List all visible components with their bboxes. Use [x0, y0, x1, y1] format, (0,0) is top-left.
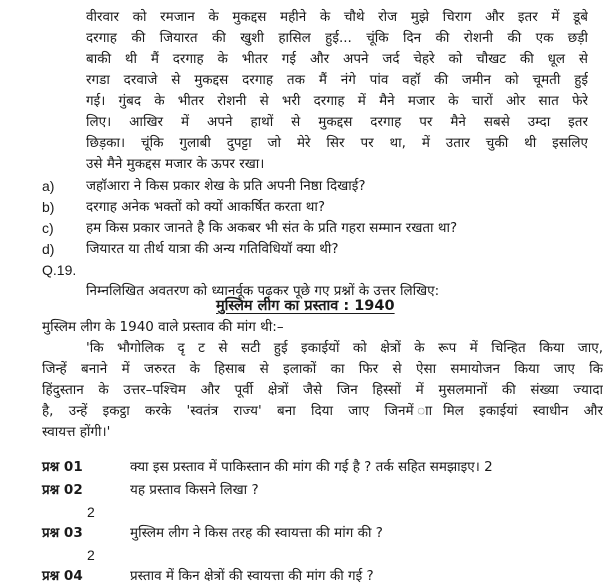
question-label: d): [42, 241, 55, 257]
question-label: प्रश्न 03: [42, 525, 83, 541]
question-label: a): [42, 178, 55, 194]
question-text: हम किस प्रकार जानते है कि अकबर भी संत के प्रति गहरा सम्मान रखता था?: [86, 220, 458, 236]
intro-text: मुस्लिम लीग के 1940 वाले प्रस्ताव की मांग थी:–: [42, 319, 284, 335]
quote-line: है, उन्हें इकट्ठा करके 'स्वतंत्र राज्य' बना दिया जाए जिनमें ाामिल इकाईयां स्वाधीन और: [42, 403, 603, 419]
passage-line: गई। गुंबद के भीतर रोशनी से भरी दरगाह में मैने मजार के चारों ओर सात फेरे: [86, 93, 588, 109]
marks: 2: [87, 547, 95, 563]
question-label: b): [42, 199, 55, 215]
question-label: प्रश्न 04: [42, 568, 83, 584]
instruction-text: निम्नलिखित अवतरण को ध्यानर्वूक पढ़कर पूछे गए प्रश्नों के उत्तर लिखिए:: [86, 283, 440, 299]
question-text: जहॉआरा ने किस प्रकार शेख के प्रति अपनी निष्ठा दिखाई?: [86, 178, 366, 194]
question-text: जियारत या तीर्थ यात्रा की अन्य गतिविधियॉ क्या थी?: [86, 241, 339, 257]
quote-line: हिंदुस्तान के उत्तर–पश्चिम और पूर्वी क्षेत्रों जैसे जिन हिस्सों में मुसलमानों की संख्या ज्यादा: [42, 382, 603, 398]
question-text: दरगाह अनेक भक्तों को क्यों आकर्षित करता था?: [86, 199, 326, 215]
question-label: c): [42, 220, 54, 236]
quote-line: 'कि भौगोलिक दृ ट से सटी हुई इकाईयों को क्षेत्रों के रूप में चिन्हित किया जाए,: [86, 340, 603, 356]
passage-line: छिड़का। चूंकि गुलाबी दुपट्टा जो मेरे सिर पर था, में उतार चुकी थी इसलिए: [86, 135, 588, 151]
question-text: प्रस्ताव में किन क्षेत्रों की स्वायत्ता की मांग की गई ?: [130, 568, 374, 584]
quote-line: जिन्हें बनाने में जरुरत के हिसाब से इलाकों का फिर से ऐसा समायोजन किया जाए कि: [42, 361, 603, 377]
marks: 2: [87, 504, 95, 520]
question-text: यह प्रस्ताव किसने लिखा ?: [130, 482, 259, 498]
passage-line: रगडा दरवाजे से मुकद्दस दरगाह तक मैं नंगे पांव वहॉ की जमीन को चूमती हुई: [86, 72, 588, 88]
question-text: क्या इस प्रस्ताव में पाकिस्तान की मांग की गई है ? तर्क सहित समझाइए। 2: [130, 459, 493, 475]
section-heading: मुस्लिम लीग का प्रस्ताव : 1940: [216, 298, 395, 314]
question-label: प्रश्न 02: [42, 482, 83, 498]
question-text: मुस्लिम लीग ने किस तरह की स्वायत्ता की मांग की ?: [130, 525, 383, 541]
question-number: Q.19.: [42, 262, 77, 278]
passage-line: दरगाह की जियारत की खुशी हासिल हुई... चूंकि दिन की रोशनी की एक छड़ी: [86, 30, 588, 46]
passage-line: वीरवार को रमजान के मुकद्दस महीने के चौथे रोज मुझे चिराग और इतर में डूबे: [86, 9, 588, 25]
passage-line: लिए। आखिर में अपने हाथों से मुकद्दस दरगाह पर मैने सबसे उम्दा इतर: [86, 114, 588, 130]
passage-line: बाकी थी मैं दरगाह के भीतर गई और अपने जर्द चेहरे को चौखट की धूल से: [86, 51, 588, 67]
passage-line: उसे मैने मुकद्दस मजार के ऊपर रखा।: [86, 156, 265, 172]
quote-line: स्वायत्त होंगी।': [42, 424, 111, 440]
question-label: प्रश्न 01: [42, 459, 83, 475]
